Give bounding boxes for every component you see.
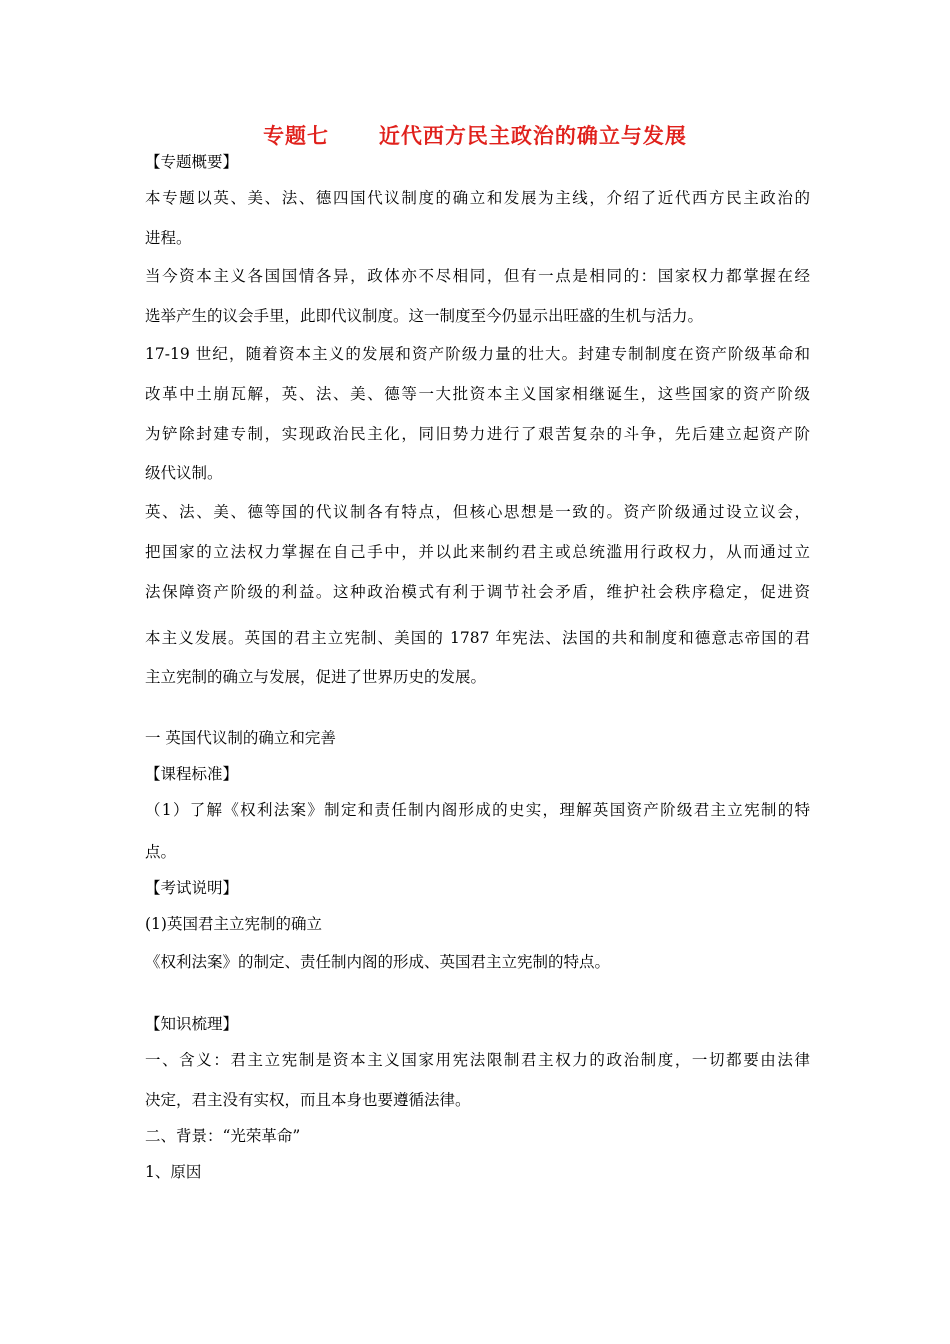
- paragraph-line: 主立宪制的确立与发展，促进了世界历史的发展。: [145, 668, 487, 686]
- paragraph-line: (1)英国君主立宪制的确立: [145, 915, 322, 933]
- paragraph-line: 为铲除封建专制，实现政治民主化，同旧势力进行了艰苦复杂的斗争，先后建立起资产阶: [145, 425, 810, 443]
- paragraph-line: 英、法、美、德等国的代议制各有特点，但核心思想是一致的。资产阶级通过设立议会，: [145, 503, 810, 521]
- paragraph-line: 1、原因: [145, 1163, 202, 1181]
- paragraph-line: 一、含义：君主立宪制是资本主义国家用宪法限制君主权力的政治制度，一切都要由法律: [145, 1051, 810, 1069]
- paragraph-line: 改革中土崩瓦解，英、法、美、德等一大批资本主义国家相继诞生，这些国家的资产阶级: [145, 385, 810, 403]
- paragraph-line: 本主义发展。英国的君主立宪制、美国的 1787 年宪法、法国的共和制度和德意志帝国的君: [145, 629, 810, 647]
- paragraph-line: 法保障资产阶级的利益。这种政治模式有利于调节社会矛盾，维护社会秩序稳定，促进资: [145, 583, 810, 601]
- paragraph-line: 进程。: [145, 229, 192, 247]
- paragraph-line: 本专题以英、美、法、德四国代议制度的确立和发展为主线，介绍了近代西方民主政治的: [145, 189, 810, 207]
- paragraph-line: （1）了解《权利法案》制定和责任制内阁形成的史实，理解英国资产阶级君主立宪制的特: [145, 801, 810, 819]
- section-heading-britain: 一 英国代议制的确立和完善: [145, 729, 336, 747]
- paragraph-line: 17-19 世纪，随着资本主义的发展和资产阶级力量的壮大。封建专制制度在资产阶级革命和: [145, 345, 810, 363]
- section-heading-exam: 【考试说明】: [145, 879, 239, 897]
- paragraph-line: 点。: [145, 843, 177, 861]
- section-heading-curriculum: 【课程标准】: [145, 765, 239, 783]
- document-title: 专题七 近代西方民主政治的确立与发展: [263, 123, 687, 148]
- paragraph-line: 二、背景：“光荣革命”: [145, 1127, 301, 1145]
- paragraph-line: 当今资本主义各国国情各异，政体亦不尽相同，但有一点是相同的：国家权力都掌握在经: [145, 267, 810, 285]
- paragraph-line: 把国家的立法权力掌握在自己手中，并以此来制约君主或总统滥用行政权力，从而通过立: [145, 543, 810, 561]
- section-heading-knowledge: 【知识梳理】: [145, 1015, 239, 1033]
- section-heading-overview: 【专题概要】: [145, 153, 239, 171]
- paragraph-line: 《权利法案》的制定、责任制内阁的形成、英国君主立宪制的特点。: [145, 953, 611, 971]
- paragraph-line: 选举产生的议会手里，此即代议制度。这一制度至今仍显示出旺盛的生机与活力。: [145, 307, 704, 325]
- paragraph-line: 决定，君主没有实权，而且本身也要遵循法律。: [145, 1091, 471, 1109]
- paragraph-line: 级代议制。: [145, 464, 223, 482]
